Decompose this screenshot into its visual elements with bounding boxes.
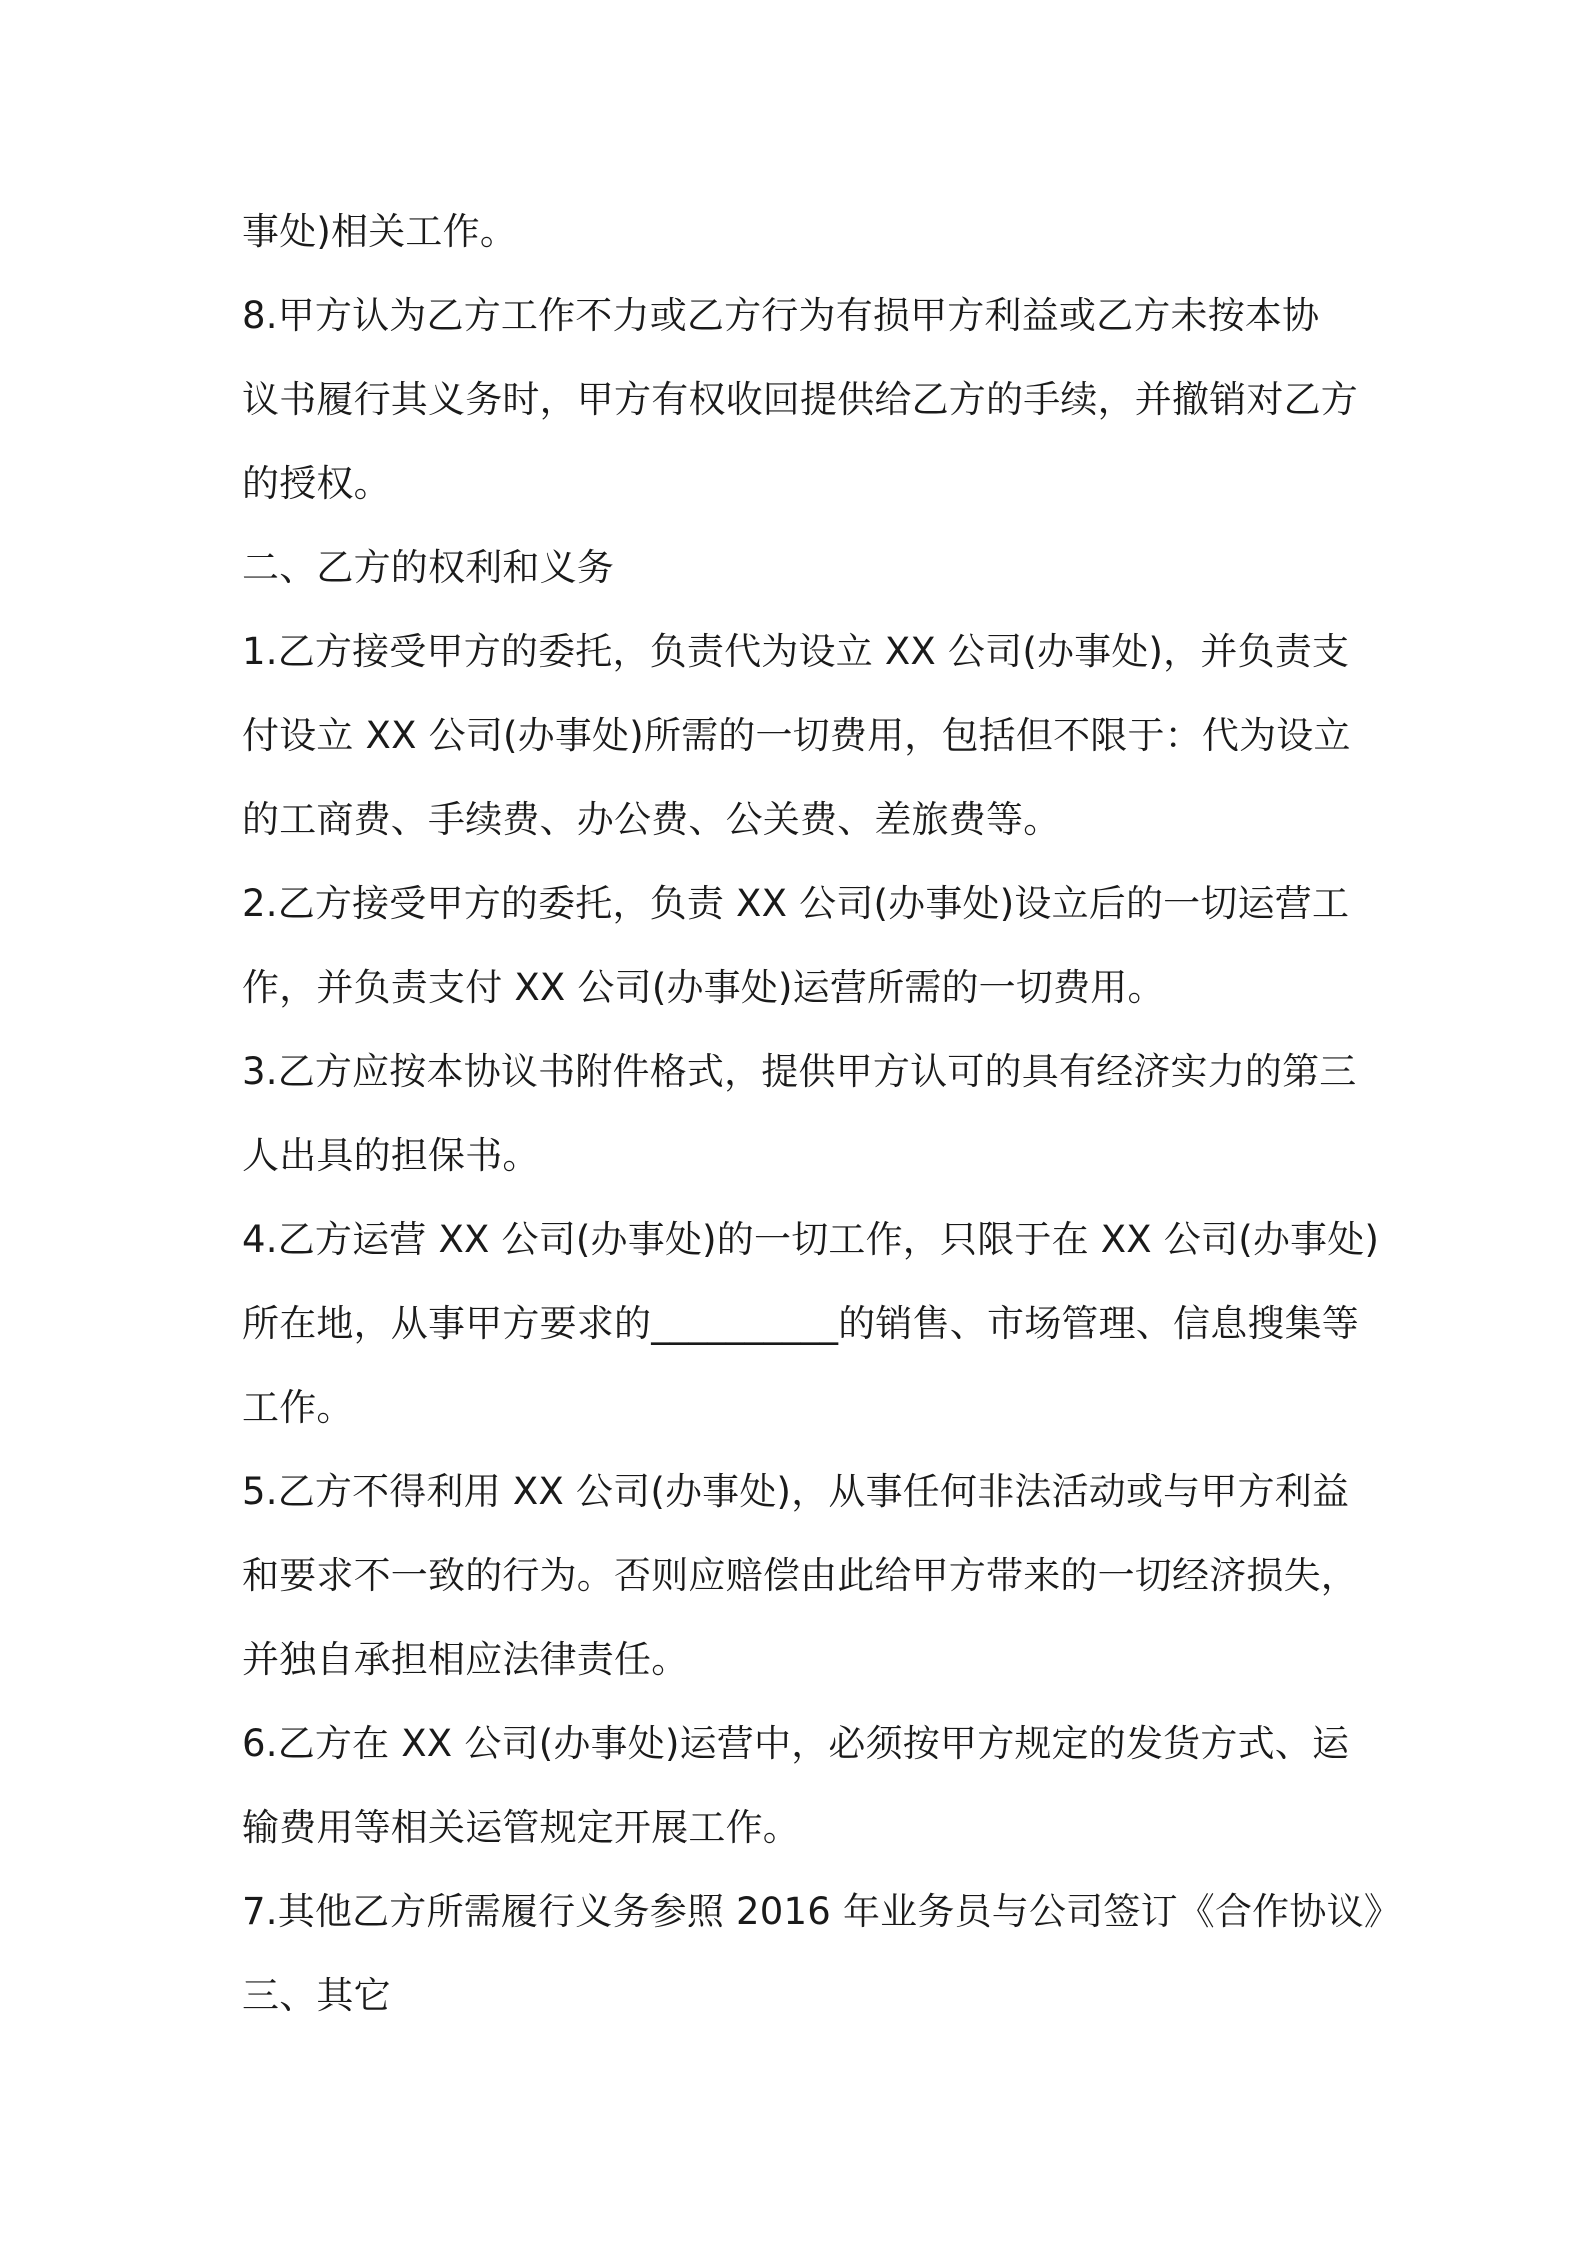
clause-4-line-1: 4.乙方运营 XX 公司(办事处)的一切工作，只限于在 XX 公司(办事处) [242, 1218, 1380, 1261]
clause-8-line-3: 的授权。 [242, 462, 391, 505]
clause-1-line-3: 的工商费、手续费、办公费、公关费、差旅费等。 [242, 798, 1061, 841]
clause-2-line-2: 作，并负责支付 XX 公司(办事处)运营所需的一切费用。 [242, 966, 1165, 1009]
clause-5-line-2: 和要求不一致的行为。否则应赔偿由此给甲方带来的一切经济损失， [242, 1554, 1358, 1597]
clause-6-line-1: 6.乙方在 XX 公司(办事处)运营中，必须按甲方规定的发货方式、运 [242, 1722, 1350, 1765]
clause-6-line-2: 输费用等相关运管规定开展工作。 [242, 1806, 800, 1849]
clause-5-line-1: 5.乙方不得利用 XX 公司(办事处)，从事任何非法活动或与甲方利益 [242, 1470, 1350, 1513]
clause-5-line-3: 并独自承担相应法律责任。 [242, 1638, 689, 1681]
section-heading-other: 三、其它 [242, 1974, 391, 2017]
clause-3-line-2: 人出具的担保书。 [242, 1134, 540, 1177]
section-heading-party-b-rights: 二、乙方的权利和义务 [242, 546, 614, 589]
clause-8-line-2: 议书履行其义务时，甲方有权收回提供给乙方的手续，并撤销对乙方 [242, 378, 1358, 421]
clause-7-line-1: 7.其他乙方所需履行义务参照 2016 年业务员与公司签订《合作协议》 [242, 1890, 1401, 1933]
clause-1-line-2: 付设立 XX 公司(办事处)所需的一切费用，包括但不限于：代为设立 [242, 714, 1351, 757]
clause-8-line-1: 8.甲方认为乙方工作不力或乙方行为有损甲方利益或乙方未按本协 [242, 294, 1320, 337]
clause-1-line-1: 1.乙方接受甲方的委托，负责代为设立 XX 公司(办事处)，并负责支 [242, 630, 1350, 673]
clause-4-line-2: 所在地，从事甲方要求的__________的销售、市场管理、信息搜集等 [242, 1302, 1359, 1345]
clause-4-line-3: 工作。 [242, 1386, 354, 1429]
clause-3-line-1: 3.乙方应按本协议书附件格式，提供甲方认可的具有经济实力的第三 [242, 1050, 1357, 1093]
text-line: 事处)相关工作。 [242, 210, 518, 253]
document-body [242, 190, 1402, 2038]
clause-2-line-1: 2.乙方接受甲方的委托，负责 XX 公司(办事处)设立后的一切运营工 [242, 882, 1350, 925]
